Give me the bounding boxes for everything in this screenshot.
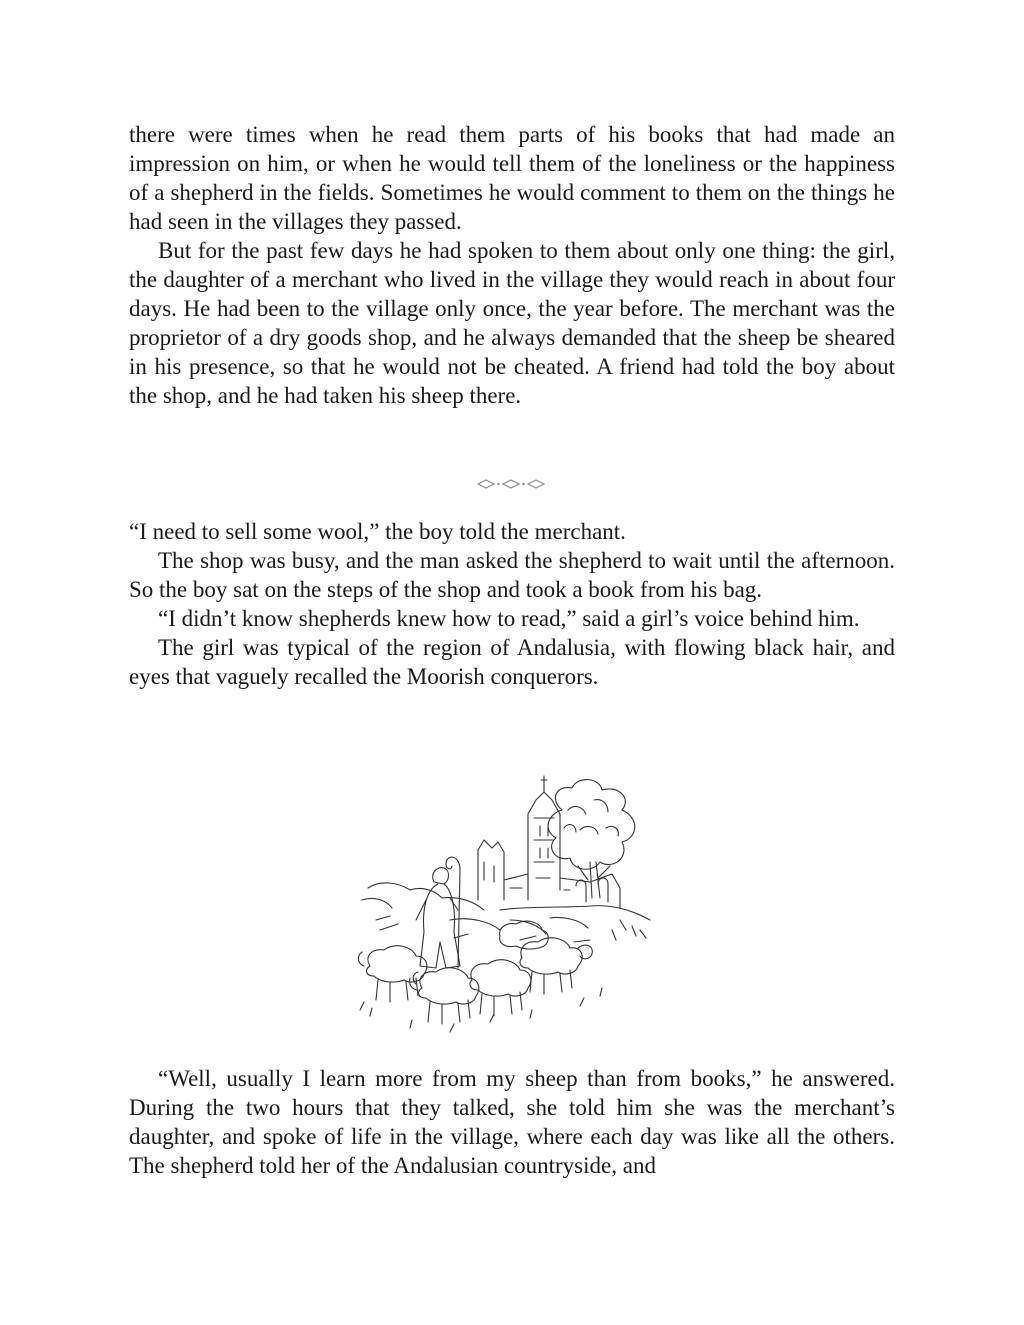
paragraph: The girl was typical of the region of Andalusia, with flowing black hair, and eyes that vaguely recalled the Moorish conquerors. — [129, 635, 895, 689]
paragraph: “I need to sell some wool,” the boy told the merchant. — [129, 519, 626, 544]
paragraph: But for the past few days he had spoken to them about only one thing: the girl, the daughter of a merchant who lived in the village they would reach in about four days. He had been to the village only once, the year before. The merchant was the proprietor of a dry goods shop, and he always demanded that the sheep be sheared in his presence, so that he would not be cheated. A friend had told the boy about the shop, and he had taken his sheep there. — [129, 238, 895, 408]
paragraph: there were times when he read them parts of his books that had made an impression on him, or when he would tell them of the loneliness or the happiness of a shepherd in the fields. Sometimes he would comment to them on the things he had seen in the villages they passed. — [129, 122, 895, 234]
paragraph: “Well, usually I learn more from my sheep than from books,” he answered. During the two hours that they talked, she told him she was the merchant’s daughter, and spoke of life in the village, where each day was like all the others. The shepherd told her of the Andalusian countryside, and — [129, 1066, 895, 1178]
paragraph: The shop was busy, and the man asked the shepherd to wait until the afternoon. So the boy sat on the steps of the shop and took a book from his bag. — [129, 548, 895, 602]
paragraph: “I didn’t know shepherds knew how to read,” said a girl’s voice behind him. — [158, 606, 860, 631]
text-block-top — [129, 120, 895, 410]
section-break-ornament-icon — [476, 470, 548, 486]
text-block-bottom — [129, 1064, 895, 1180]
text-block-middle — [129, 517, 895, 691]
shepherd-with-sheep-and-church-illustration — [350, 770, 670, 1035]
